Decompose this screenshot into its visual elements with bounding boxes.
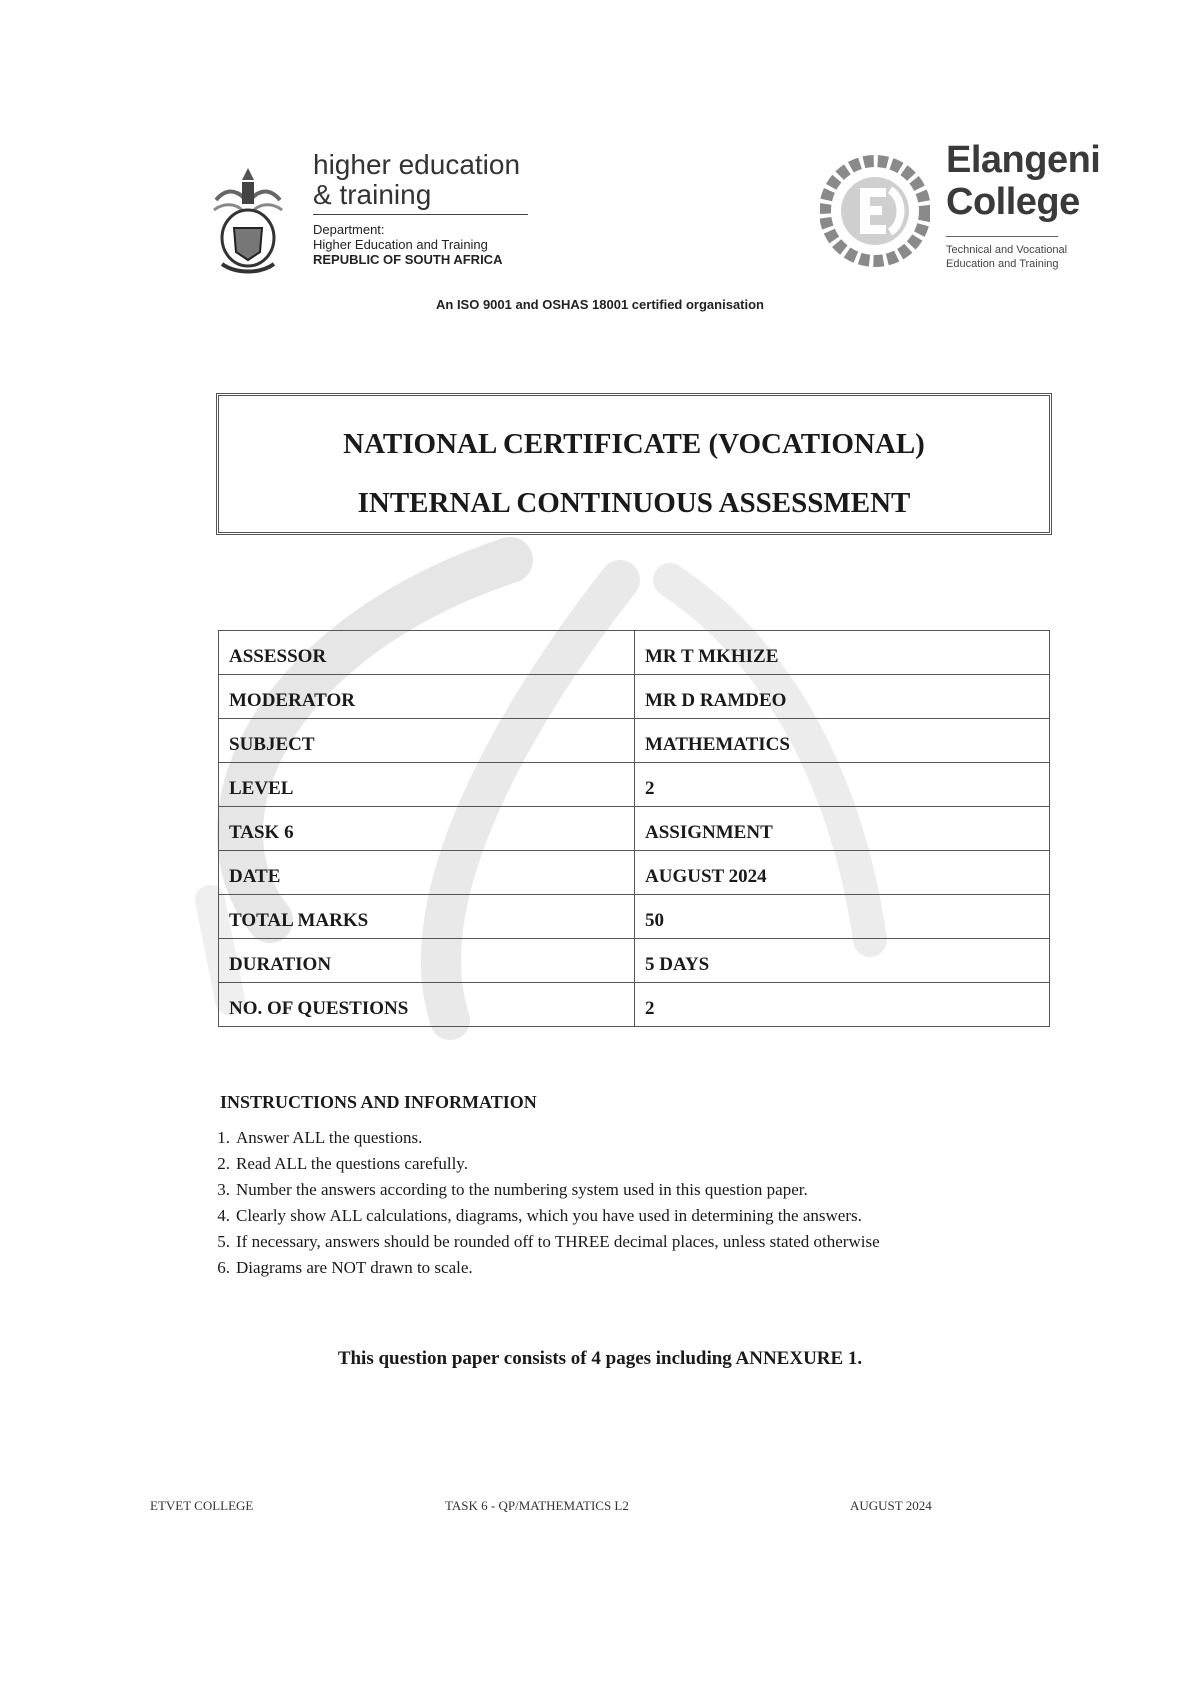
- instructions-heading: INSTRUCTIONS AND INFORMATION: [220, 1092, 537, 1112]
- elangeni-logo-icon: [820, 146, 930, 276]
- item-number: 5.: [217, 1232, 230, 1251]
- item-number: 1.: [217, 1128, 230, 1147]
- item-text: Answer ALL the questions.: [236, 1128, 423, 1147]
- list-item: [200, 1229, 880, 1255]
- list-item: [200, 1203, 880, 1229]
- divider: [946, 236, 1058, 237]
- assessment-info-table: [218, 630, 1050, 1027]
- table-row: [219, 631, 1050, 675]
- row-label: NO. OF QUESTIONS: [219, 983, 635, 1027]
- list-item: [200, 1125, 880, 1151]
- row-label: MODERATOR: [219, 675, 635, 719]
- item-text: Number the answers according to the numbering system used in this question paper.: [236, 1180, 808, 1199]
- row-value: 2: [635, 763, 1050, 807]
- item-number: 3.: [217, 1180, 230, 1199]
- row-label: DURATION: [219, 939, 635, 983]
- item-text: If necessary, answers should be rounded off to THREE decimal places, unless stated otherwise: [236, 1232, 880, 1251]
- college-tagline-line1: Technical and Vocational: [946, 244, 1068, 256]
- table-row: [219, 675, 1050, 719]
- row-label: SUBJECT: [219, 719, 635, 763]
- list-item: [200, 1177, 880, 1203]
- footer-right: AUGUST 2024: [850, 1498, 932, 1513]
- row-value: ASSIGNMENT: [635, 807, 1050, 851]
- title-line2: INTERNAL CONTINUOUS ASSESSMENT: [357, 487, 911, 519]
- footer-left: ETVET COLLEGE: [150, 1498, 254, 1513]
- item-number: 2.: [217, 1154, 230, 1173]
- list-item: [200, 1151, 880, 1177]
- dhet-title-line1: higher education: [313, 149, 521, 180]
- table-row: [219, 763, 1050, 807]
- table-row: [219, 983, 1050, 1027]
- row-label: TOTAL MARKS: [219, 895, 635, 939]
- table-row: [219, 719, 1050, 763]
- coat-of-arms-icon: [212, 160, 284, 278]
- footer-center: TASK 6 - QP/MATHEMATICS L2: [445, 1498, 629, 1513]
- item-text: Clearly show ALL calculations, diagrams, which you have used in determining the answers.: [236, 1206, 862, 1225]
- college-tagline-line2: Education and Training: [946, 258, 1059, 270]
- item-number: 4.: [217, 1206, 230, 1225]
- dhet-dept-name: Higher Education and Training: [313, 237, 488, 252]
- row-value: 2: [635, 983, 1050, 1027]
- college-name-line1: Elangeni: [946, 139, 1101, 181]
- row-value: MR D RAMDEO: [635, 675, 1050, 719]
- item-number: 6.: [217, 1258, 230, 1277]
- table-row: [219, 895, 1050, 939]
- divider: [313, 214, 528, 215]
- certification-note: An ISO 9001 and OSHAS 18001 certified organisation: [436, 297, 764, 312]
- table-row: [219, 807, 1050, 851]
- dhet-dept-label: Department:: [313, 222, 385, 237]
- dhet-country: REPUBLIC OF SOUTH AFRICA: [313, 252, 503, 267]
- row-label: TASK 6: [219, 807, 635, 851]
- title-line1: NATIONAL CERTIFICATE (VOCATIONAL): [343, 428, 925, 460]
- row-value: AUGUST 2024: [635, 851, 1050, 895]
- closing-note: This question paper consists of 4 pages including ANNEXURE 1.: [337, 1348, 863, 1369]
- item-text: Diagrams are NOT drawn to scale.: [236, 1258, 473, 1277]
- row-value: MR T MKHIZE: [635, 631, 1050, 675]
- college-name-line2: College: [946, 181, 1080, 223]
- row-value: 5 DAYS: [635, 939, 1050, 983]
- instructions-list: [200, 1125, 880, 1281]
- row-label: LEVEL: [219, 763, 635, 807]
- item-text: Read ALL the questions carefully.: [236, 1154, 468, 1173]
- list-item: [200, 1255, 880, 1281]
- row-label: ASSESSOR: [219, 631, 635, 675]
- row-value: 50: [635, 895, 1050, 939]
- dhet-title-line2: & training: [313, 179, 432, 210]
- table-row: [219, 939, 1050, 983]
- row-value: MATHEMATICS: [635, 719, 1050, 763]
- table-row: [219, 851, 1050, 895]
- row-label: DATE: [219, 851, 635, 895]
